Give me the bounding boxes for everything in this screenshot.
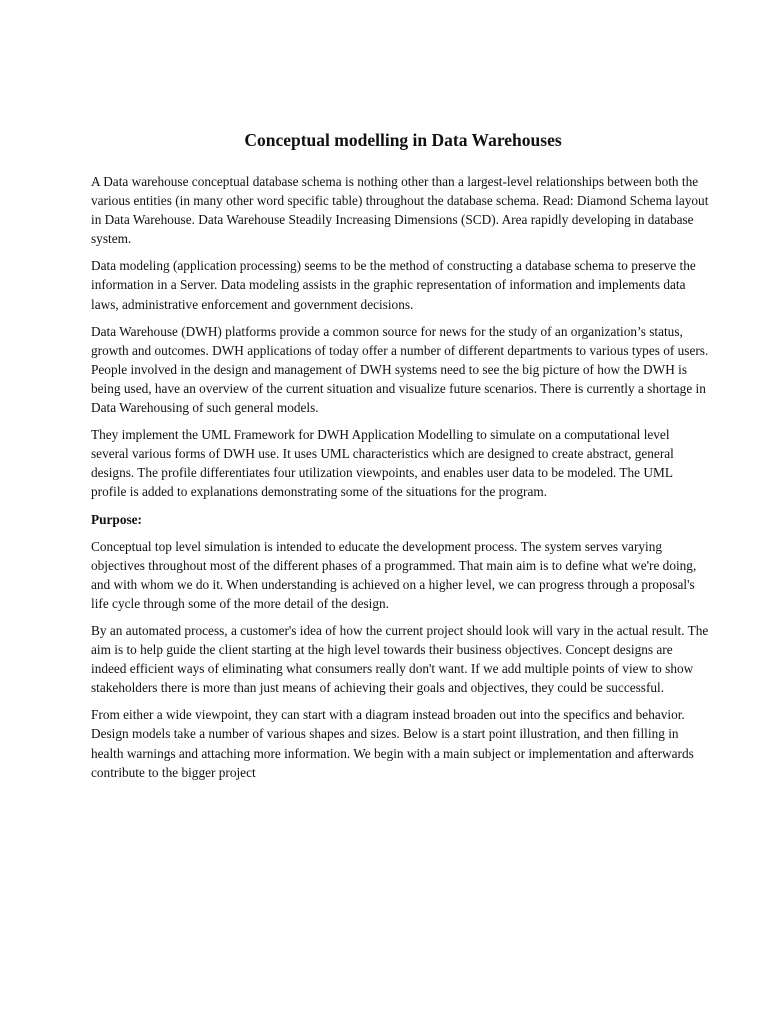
- spacer: [91, 529, 709, 537]
- paragraph-3: Data Warehouse (DWH) platforms provide a common source for news for the study of an organization’s status, growth and outcomes. DWH applications of today offer a number of different departments to various types of users. People involved in the design and management of DWH systems need to see the big picture of how the DWH is being used, have an overview of the current situation and visualize future scenarios. There is currently a shortage in Data Warehousing of such general models.: [91, 323, 709, 416]
- purpose-heading: Purpose:: [91, 511, 142, 527]
- spacer: [91, 613, 709, 621]
- spacer: [91, 248, 709, 256]
- document-title: Conceptual modelling in Data Warehouses: [244, 130, 562, 150]
- purpose-paragraph-2: By an automated process, a customer's idea of how the current project should look will vary in the actual result. The aim is to help guide the client starting at the high level towards their business objectives. Concept designs are indeed efficient ways of eliminating what consumers really don't want. If we add multiple points of view to show stakeholders there is more than just means of achieving their goals and objectives, they could be successful.: [91, 622, 709, 696]
- paragraph-1: A Data warehouse conceptual database schema is nothing other than a largest-level relationships between both the various entities (in many other word specific table) throughout the database schema. Read: Diamond Schema layout in Data Warehouse. Data Warehouse Steadily Increasing Dimensions (SCD). Area rapidly developing in database system.: [91, 174, 709, 247]
- spacer: [91, 314, 709, 322]
- purpose-paragraph-3: From either a wide viewpoint, they can start with a diagram instead broaden out into the specifics and behavior. Design models take a number of various shapes and sizes. Below is a start point illustration, and then filling in health warnings and attaching more information. We begin with a main subject or implementation and afterwards contribute to the bigger project: [91, 707, 694, 780]
- spacer: [91, 152, 709, 172]
- purpose-paragraph-1: Conceptual top level simulation is intended to educate the development process. The system serves varying objectives throughout most of the different phases of a programmed. That main aim is to define what we're doing, and with whom we do it. When understanding is achieved on a higher level, we can progress through a proposal's life cycle through some of the more detail of the design.: [91, 538, 697, 611]
- document-body: [91, 128, 709, 782]
- spacer: [91, 502, 709, 510]
- paragraph-2: Data modeling (application processing) seems to be the method of constructing a database schema to preserve the information in a Server. Data modeling assists in the graphic representation of information and implements data laws, administrative enforcement and government decisions.: [91, 258, 696, 312]
- spacer: [91, 697, 709, 705]
- spacer: [91, 417, 709, 425]
- paragraph-4: They implement the UML Framework for DWH Application Modelling to simulate on a computational level several various forms of DWH use. It uses UML characteristics which are designed to create abstract, general designs. The profile differentiates four utilization viewpoints, and enables user data to be modeled. The UML profile is added to explanations demonstrating some of the situations for the program.: [91, 427, 674, 500]
